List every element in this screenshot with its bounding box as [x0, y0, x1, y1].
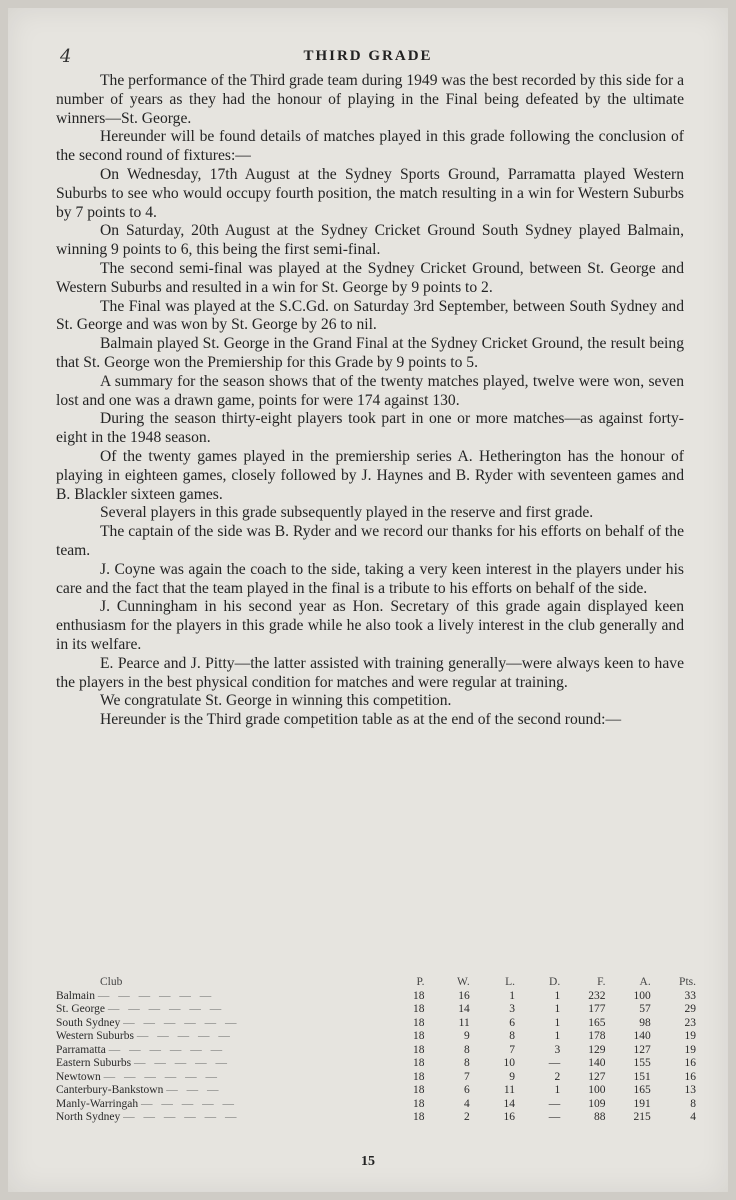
cell-lost: 11 — [503, 1084, 515, 1096]
cell-for: 177 — [588, 1003, 606, 1015]
paragraph: On Saturday, 20th August at the Sydney Cricket Ground South Sydney played Balmain, winning 9 points to 6, this being the first semi-final. — [56, 222, 684, 259]
cell-for: 88 — [593, 1111, 606, 1123]
cell-points: 19 — [684, 1043, 696, 1056]
table-row — [56, 1057, 696, 1071]
paragraph: We congratulate St. George in winning this competition. — [100, 692, 452, 710]
cell-against: 215 — [633, 1111, 651, 1123]
cell-drawn: 2 — [554, 1070, 561, 1083]
column-header-won: W. — [457, 976, 470, 988]
cell-won: 16 — [458, 989, 470, 1002]
cell-played: 18 — [412, 989, 425, 1002]
paragraph: On Wednesday, 17th August at the Sydney Sports Ground, Parramatta played Western Suburbs to see who would occupy fourth position, the match resulting in a win for Western Suburbs by 7 points to 4. — [56, 165, 684, 221]
column-header-for: F. — [597, 976, 606, 988]
corner-mark: 4 — [60, 46, 72, 67]
column-header-lost: L. — [505, 976, 515, 988]
paragraph: The performance of the Third grade team during 1949 was the best recorded by this side for a number of years as they had the honour of playing in the Final being defeated by the ultimate winners—St. George. — [56, 72, 684, 127]
cell-against: 151 — [633, 1070, 651, 1083]
club-name: Newtown — [56, 1070, 101, 1083]
competition-table — [56, 976, 696, 1125]
cell-points: 16 — [684, 1057, 696, 1069]
cell-played: 18 — [412, 1084, 425, 1096]
leader-dots: — — — — [166, 1084, 222, 1096]
leader-dots: — — — — — — — [97, 989, 215, 1002]
cell-for: 100 — [588, 1084, 606, 1096]
paragraph: The Final was played at the S.C.Gd. on Saturday 3rd September, between South Sydney and St. George and was won by St. George by 26 to nil. — [56, 297, 684, 334]
body-text — [56, 72, 684, 730]
table-row — [56, 1084, 696, 1098]
cell-played: 18 — [412, 1097, 425, 1110]
cell-won: 14 — [458, 1003, 470, 1015]
table-row — [56, 1003, 696, 1017]
club-name: Manly-Warringah — [56, 1097, 139, 1110]
cell-won: 9 — [463, 1030, 470, 1042]
table-row — [56, 1044, 696, 1058]
leader-dots: — — — — — — — [103, 1070, 220, 1083]
column-header-points: Pts. — [679, 976, 696, 988]
cell-against: 127 — [633, 1043, 651, 1056]
club-name: North Sydney — [56, 1111, 121, 1123]
cell-drawn: 1 — [554, 1084, 561, 1096]
cell-lost: 7 — [509, 1043, 515, 1056]
table-row — [56, 1098, 696, 1112]
cell-lost: 16 — [503, 1111, 515, 1123]
club-name: South Sydney — [56, 1016, 121, 1029]
paragraph: Hereunder will be found details of matches played in this grade following the conclusion of the second round of fixtures:— — [56, 128, 684, 165]
paragraph: The second semi-final was played at the Sydney Cricket Ground, between St. George and Western Suburbs and resulted in a win for St. George by 9 points to 2. — [56, 259, 684, 296]
cell-lost: 6 — [509, 1016, 515, 1029]
cell-lost: 1 — [509, 989, 515, 1002]
club-name: Canterbury-Bankstown — [56, 1084, 164, 1096]
cell-played: 18 — [412, 1057, 425, 1069]
cell-drawn: 1 — [554, 1030, 561, 1042]
cell-lost: 3 — [509, 1003, 515, 1015]
table-row — [56, 1030, 696, 1044]
cell-for: 232 — [588, 989, 606, 1002]
table-header-row — [56, 976, 696, 990]
leader-dots: — — — — — — — [123, 1016, 240, 1029]
cell-lost: 8 — [509, 1030, 515, 1042]
paragraph: A summary for the season shows that of the twenty matches played, twelve were won, seven lost and one was a drawn game, points for were 174 against 130. — [56, 372, 684, 409]
cell-played: 18 — [412, 1003, 425, 1015]
cell-won: 7 — [463, 1070, 470, 1083]
paragraph: Hereunder is the Third grade competition table as at the end of the second round:— — [100, 711, 622, 729]
cell-won: 8 — [463, 1057, 470, 1069]
column-header-against: A. — [639, 976, 651, 988]
column-header-drawn: D. — [549, 976, 561, 988]
page-number: 15 — [361, 1154, 375, 1169]
table-row — [56, 1111, 696, 1125]
column-header-club: Club — [100, 976, 123, 988]
club-name: Eastern Suburbs — [56, 1057, 132, 1069]
cell-points: 16 — [684, 1070, 696, 1083]
document-page — [8, 8, 728, 1192]
cell-drawn: 1 — [554, 1003, 561, 1015]
club-name: Balmain — [56, 989, 95, 1002]
cell-played: 18 — [412, 1030, 425, 1042]
paragraph: E. Pearce and J. Pitty—the latter assisted with training generally—were always keen to have the players in the best physical condition for matches and were regular at training. — [56, 654, 684, 691]
cell-drawn: — — [548, 1057, 561, 1069]
column-header-played: P. — [416, 976, 425, 988]
table-row — [56, 990, 696, 1004]
cell-played: 18 — [412, 1070, 425, 1083]
paragraph: Balmain played St. George in the Grand Final at the Sydney Cricket Ground, the result being that St. George won the Premiership for this Grade by 9 points to 5. — [56, 335, 684, 371]
cell-points: 29 — [684, 1003, 696, 1015]
paragraph: During the season thirty-eight players took part in one or more matches—as against forty-eight in the 1948 season. — [56, 410, 684, 447]
cell-points: 19 — [684, 1030, 696, 1042]
club-name: Western Suburbs — [56, 1030, 134, 1042]
cell-won: 8 — [463, 1043, 470, 1056]
paragraph: J. Coyne was again the coach to the side, taking a very keen interest in the players under his care and the fact that the team played in the final is a tribute to his efforts on behalf of the side. — [56, 560, 684, 597]
cell-for: 140 — [588, 1057, 606, 1069]
leader-dots: — — — — — — — [107, 1003, 225, 1015]
paragraph: Several players in this grade subsequently played in the reserve and first grade. — [100, 504, 594, 522]
leader-dots: — — — — — — — [123, 1111, 240, 1123]
table-row — [56, 1071, 696, 1085]
cell-played: 18 — [412, 1016, 425, 1029]
cell-for: 129 — [588, 1043, 606, 1056]
cell-drawn: 1 — [554, 989, 561, 1002]
cell-against: 155 — [633, 1057, 651, 1069]
cell-points: 33 — [684, 989, 696, 1002]
cell-against: 140 — [633, 1030, 651, 1042]
cell-points: 4 — [690, 1111, 696, 1123]
page-title: THIRD GRADE — [303, 48, 433, 64]
cell-won: 4 — [463, 1097, 470, 1110]
leader-dots: — — — — — — — [108, 1043, 226, 1056]
cell-against: 100 — [633, 989, 651, 1002]
cell-won: 2 — [463, 1111, 470, 1123]
leader-dots: — — — — — — [140, 1097, 237, 1110]
cell-against: 165 — [633, 1084, 651, 1096]
table-row — [56, 1017, 696, 1031]
leader-dots: — — — — — — [133, 1057, 230, 1069]
paragraph: The captain of the side was B. Ryder and we record our thanks for his efforts on behalf of the team. — [56, 523, 684, 559]
cell-points: 8 — [690, 1097, 696, 1110]
cell-lost: 14 — [503, 1097, 515, 1110]
cell-for: 109 — [588, 1097, 606, 1110]
cell-won: 6 — [463, 1084, 470, 1096]
club-name: St. George — [56, 1003, 105, 1015]
leader-dots: — — — — — — [136, 1030, 233, 1042]
cell-against: 57 — [639, 1003, 651, 1015]
club-name: Parramatta — [56, 1043, 106, 1056]
paragraph: J. Cunningham in his second year as Hon. Secretary of this grade again displayed keen enthusiasm for the players in this grade while he also took a lively interest in the club generally and in its welfare. — [56, 598, 684, 653]
cell-points: 13 — [684, 1084, 696, 1096]
cell-won: 11 — [458, 1016, 470, 1029]
cell-played: 18 — [412, 1111, 425, 1123]
cell-against: 191 — [633, 1097, 651, 1110]
cell-for: 165 — [588, 1016, 606, 1029]
cell-against: 98 — [639, 1016, 651, 1029]
cell-points: 23 — [684, 1016, 696, 1029]
cell-for: 127 — [588, 1070, 606, 1083]
cell-drawn: 1 — [554, 1016, 561, 1029]
cell-lost: 9 — [509, 1070, 515, 1083]
cell-drawn: 3 — [554, 1043, 561, 1056]
cell-drawn: — — [548, 1111, 561, 1123]
paragraph: Of the twenty games played in the premiership series A. Hetherington has the honour of playing in eighteen games, closely followed by J. Haynes and B. Ryder with seventeen games and B. Blackler sixteen games. — [56, 447, 684, 503]
cell-for: 178 — [588, 1030, 606, 1042]
cell-drawn: — — [548, 1097, 561, 1110]
cell-played: 18 — [412, 1043, 425, 1056]
cell-lost: 10 — [503, 1057, 515, 1069]
